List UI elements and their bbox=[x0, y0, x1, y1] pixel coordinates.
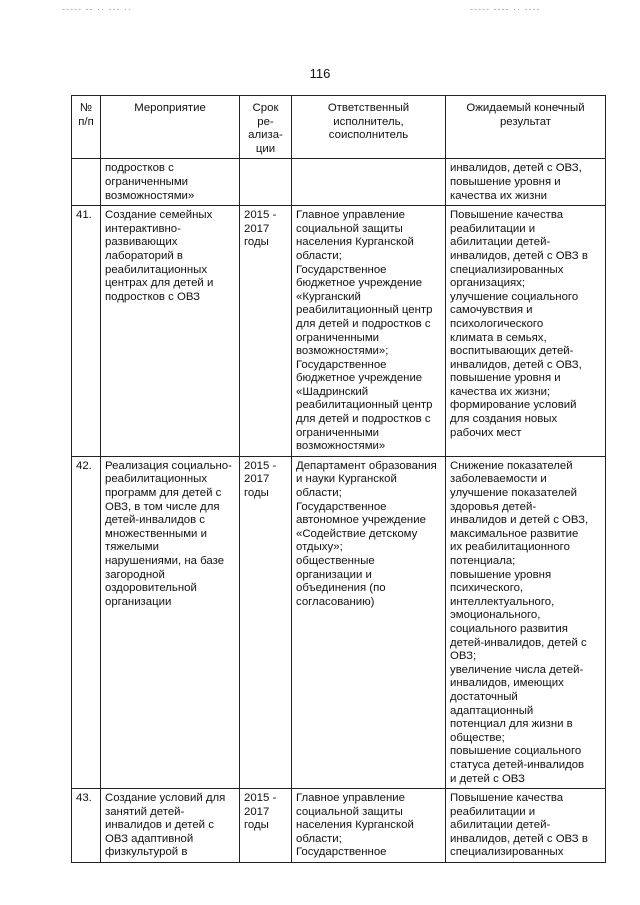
scan-artifact-right: ‐‐‐‐‐ ‐‐‐‐ ·· ‐‐‐‐ bbox=[470, 4, 541, 14]
row-number: 41. bbox=[72, 206, 101, 457]
row-activity: Создание семейных интерактивно- развивающих лабораторий в реабилитационных центрах для детей и подростков с ОВЗ bbox=[101, 206, 240, 457]
row-activity: подростков с ограниченными возможностями» bbox=[101, 159, 240, 206]
row-result: Повышение качества реабилитации и абилитации детей- инвалидов, детей с ОВЗ в специализированных bbox=[446, 789, 606, 863]
page-number: 116 bbox=[309, 66, 331, 81]
row-activity: Создание условий для занятий детей- инвалидов и детей с ОВЗ адаптивной физкультурой в bbox=[101, 789, 240, 863]
table-row bbox=[72, 206, 606, 457]
header-activity: Мероприятие bbox=[101, 96, 240, 159]
row-number: 43. bbox=[72, 789, 101, 863]
table-header-row bbox=[72, 96, 606, 159]
table-row bbox=[72, 456, 606, 788]
row-number: 42. bbox=[72, 456, 101, 788]
row-term: 2015 - 2017 годы bbox=[240, 206, 292, 457]
row-activity: Реализация социально- реабилитационных программ для детей с ОВЗ, в том числе для детей-инвалидов с множественными и тяжелыми нарушениями, на базе загородной оздоровительной организации bbox=[101, 456, 240, 788]
table-row bbox=[72, 789, 606, 863]
row-executor: Главное управление социальной защиты населения Курганской области; Государственное bbox=[292, 789, 446, 863]
header-executor: Ответственный исполнитель, соисполнитель bbox=[292, 96, 446, 159]
row-executor: Главное управление социальной защиты населения Курганской области; Государственное бюджетное учреждение «Курганский реабилитационный центр для детей и подростков с ограниченными возможностями»; Государственное бюджетное учреждение «Шадринский реабилитационный центр для детей и подростков с ограниченными возможностями» bbox=[292, 206, 446, 457]
row-result: инвалидов, детей с ОВЗ, повышение уровня и качества их жизни bbox=[446, 159, 606, 206]
header-number: № п/п bbox=[72, 96, 101, 159]
row-executor bbox=[292, 159, 446, 206]
activities-table bbox=[71, 95, 606, 863]
row-result: Снижение показателей заболеваемости и улучшение показателей здоровья детей- инвалидов и детей с ОВЗ, максимальное развитие их реабилитационного потенциала; повышение уровня психического, интеллектуального, эмоционального, социального развития детей-инвалидов, детей с ОВЗ; увеличение числа детей- инвалидов, имеющих достаточный адаптационный потенциал для жизни в обществе; повышение социального статуса детей-инвалидов и детей с ОВЗ bbox=[446, 456, 606, 788]
table-row bbox=[72, 159, 606, 206]
row-term bbox=[240, 159, 292, 206]
row-term: 2015 - 2017 годы bbox=[240, 456, 292, 788]
row-result: Повышение качества реабилитации и абилитации детей- инвалидов, детей с ОВЗ в специализированных организациях; улучшение социального самочувствия и психологического климата в семьях, воспитывающих детей- инвалидов, детей с ОВЗ, повышение уровня и качества их жизни; формирование условий для создания новых рабочих мест bbox=[446, 206, 606, 457]
row-executor: Департамент образования и науки Курганской области; Государственное автономное учреждение «Содействие детскому отдыху»; общественные организации и объединения (по согласованию) bbox=[292, 456, 446, 788]
header-term: Срок ре- ализа- ции bbox=[240, 96, 292, 159]
row-number bbox=[72, 159, 101, 206]
scan-artifact-left: ‐‐‐‐‐ ‐‐ ·· ‐‐‐ ·· bbox=[62, 4, 132, 14]
header-result: Ожидаемый конечный результат bbox=[446, 96, 606, 159]
row-term: 2015 - 2017 годы bbox=[240, 789, 292, 863]
